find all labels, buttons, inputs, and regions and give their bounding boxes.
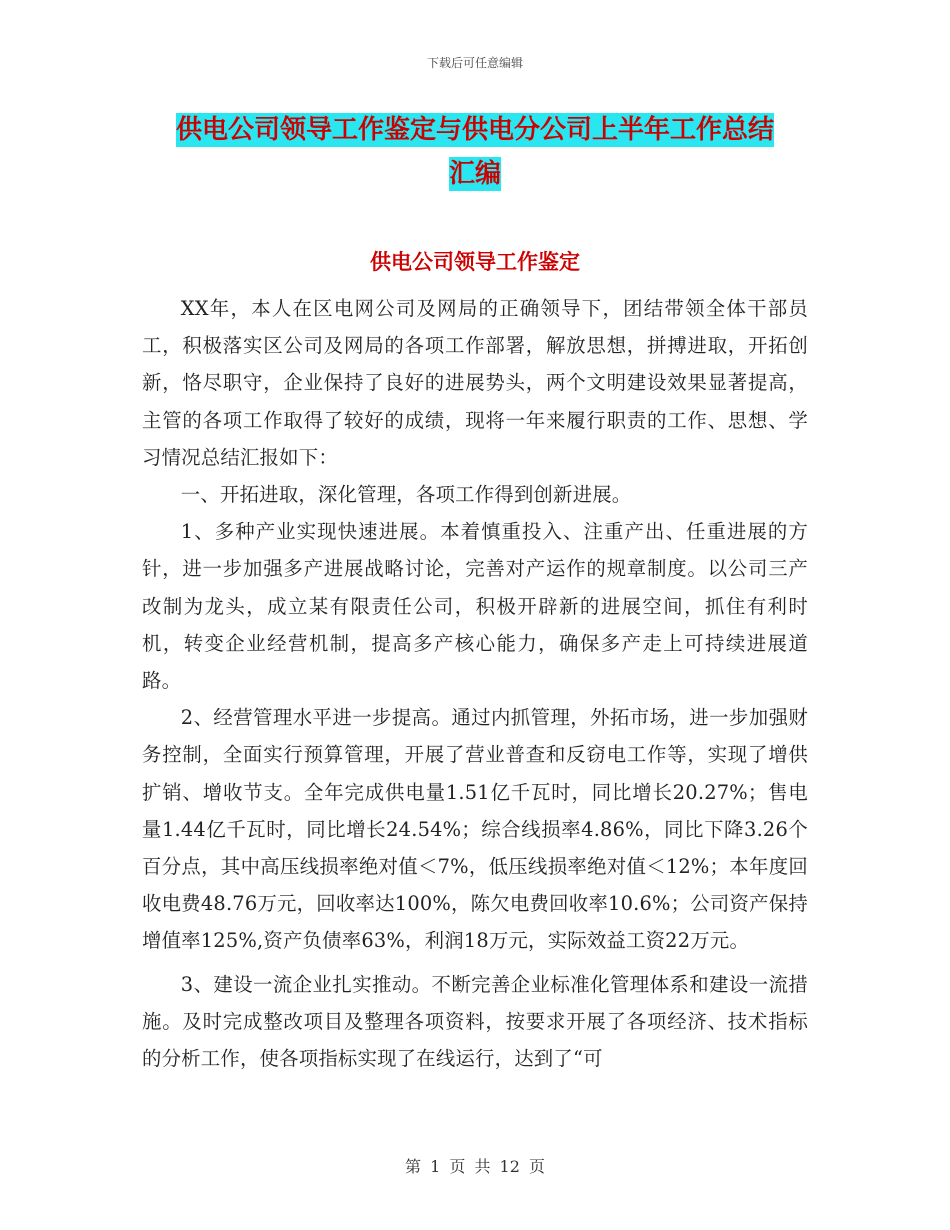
page-footer: 第 1 页 共 12 页: [405, 1157, 545, 1176]
document-title-line2: 汇编: [448, 159, 501, 189]
document-body: [142, 290, 808, 1077]
paragraph-item-2: 2、经营管理水平进一步提高。通过内抓管理，外拓市场，进一步加强财务控制，全面实行预算管理，开展了营业普查和反窃电工作等，实现了增供扩销、增收节支。全年完成供电量1.51亿千瓦时，同比增长20.27%；售电量1.44亿千瓦时，同比增长24.54%；综合线损率4.86%，同比下降3.26个百分点，其中高压线损率绝对值＜7%，低压线损率绝对值＜12%；本年度回收电费48.76万元，回收率达100%，陈欠电费回收率10.6%；公司资产保持增值率125%,资产负债率63%，利润18万元，实际效益工资22万元。: [142, 706, 808, 953]
header-note: 下载后可任意编辑: [426, 56, 523, 70]
section-title: 供电公司领导工作鉴定: [370, 250, 580, 274]
paragraph-item-3: 3、建设一流企业扎实推动。不断完善企业标准化管理体系和建设一流措施。及时完成整改项目及整理各项资料，按要求开展了各项经济、技术指标的分析工作，使各项指标实现了在线运行，达到了“可: [142, 972, 808, 1071]
paragraph-intro: XX年，本人在区电网公司及网局的正确领导下，团结带领全体干部员工，积极落实区公司及网局的各项工作部署，解放思想，拼搏进取，开拓创新，恪尽职守，企业保持了良好的进展势头，两个文明建设效果显著提高，主管的各项工作取得了较好的成绩，现将一年来履行职责的工作、思想、学习情况总结汇报如下：: [142, 297, 808, 469]
paragraph-item-1: 1、多种产业实现快速进展。本着慎重投入、注重产出、任重进展的方针，进一步加强多产进展战略讨论，完善对产运作的规章制度。以公司三产改制为龙头，成立某有限责任公司，积极开辟新的进展空间，抓住有利时机，转变企业经营机制，提高多产核心能力，确保多产走上可持续进展道路。: [142, 520, 808, 693]
document-title-line1: 供电公司领导工作鉴定与供电分公司上半年工作总结: [175, 115, 774, 145]
paragraph-heading-1: 一、开拓进取，深化管理，各项工作得到创新进展。: [180, 483, 632, 507]
document-title: [140, 108, 810, 196]
